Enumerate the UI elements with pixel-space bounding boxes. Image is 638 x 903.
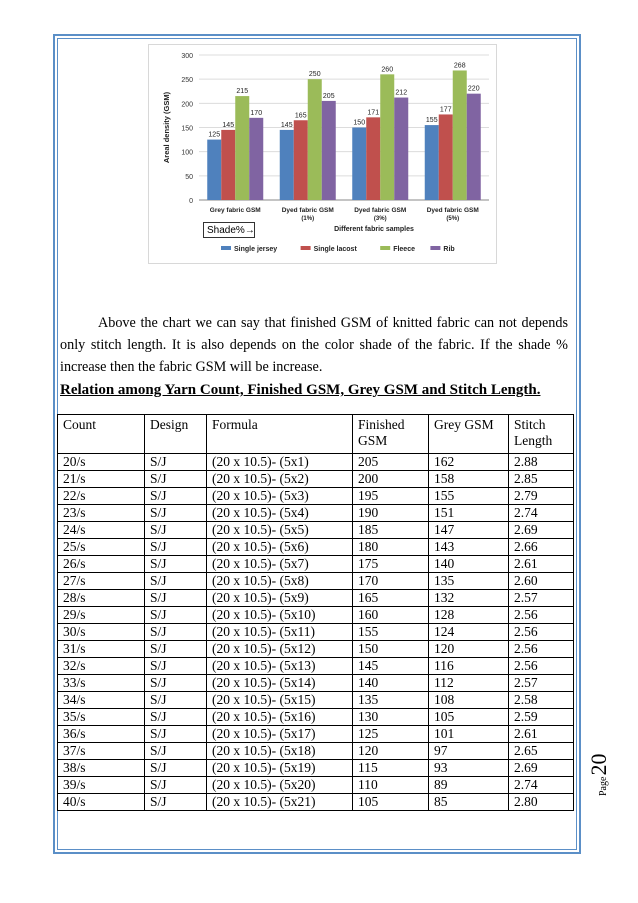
cell-formula: (20 x 10.5)- (5x18) xyxy=(207,743,353,760)
cell-formula: (20 x 10.5)- (5x11) xyxy=(207,624,353,641)
cell-stitch-length: 2.69 xyxy=(509,760,574,777)
cell-count: 40/s xyxy=(58,794,145,811)
bar-value-label: 165 xyxy=(294,112,307,120)
y-tick-label: 150 xyxy=(181,125,193,133)
table-body xyxy=(58,454,574,811)
x-tick-label: Dyed fabric GSM xyxy=(281,207,334,214)
cell-formula: (20 x 10.5)- (5x2) xyxy=(207,471,353,488)
cell-design: S/J xyxy=(145,675,207,692)
cell-design: S/J xyxy=(145,760,207,777)
bar-fleece xyxy=(380,74,394,200)
table-row xyxy=(58,743,574,760)
cell-count: 23/s xyxy=(58,505,145,522)
cell-formula: (20 x 10.5)- (5x3) xyxy=(207,488,353,505)
cell-stitch-length: 2.79 xyxy=(509,488,574,505)
cell-finished-gsm: 115 xyxy=(353,760,429,777)
cell-count: 29/s xyxy=(58,607,145,624)
col-header-grey-gsm: Grey GSM xyxy=(429,415,509,454)
table-row xyxy=(58,709,574,726)
legend-entry: Fleece xyxy=(393,246,415,253)
body-paragraph: Above the chart we can say that finished GSM of knitted fabric can not depends only stitch length. It is also depends on the color shade of the fabric. If the shade % increase then the fabric GSM will be increase. xyxy=(60,315,568,375)
bar-value-label: 145 xyxy=(222,121,235,129)
y-tick-label: 250 xyxy=(181,77,193,85)
cell-stitch-length: 2.88 xyxy=(509,454,574,471)
cell-count: 32/s xyxy=(58,658,145,675)
cell-grey-gsm: 93 xyxy=(429,760,509,777)
cell-grey-gsm: 155 xyxy=(429,488,509,505)
col-header-stitch-length: Stitch Length xyxy=(509,415,574,454)
cell-count: 27/s xyxy=(58,573,145,590)
cell-finished-gsm: 175 xyxy=(353,556,429,573)
cell-grey-gsm: 132 xyxy=(429,590,509,607)
x-tick-sublabel: (3%) xyxy=(373,216,387,222)
x-tick-label: Dyed fabric GSM xyxy=(354,207,407,214)
page-number xyxy=(586,750,612,796)
cell-stitch-length: 2.65 xyxy=(509,743,574,760)
cell-grey-gsm: 128 xyxy=(429,607,509,624)
cell-formula: (20 x 10.5)- (5x5) xyxy=(207,522,353,539)
cell-finished-gsm: 125 xyxy=(353,726,429,743)
cell-design: S/J xyxy=(145,573,207,590)
cell-stitch-length: 2.56 xyxy=(509,641,574,658)
cell-stitch-length: 2.59 xyxy=(509,709,574,726)
cell-finished-gsm: 180 xyxy=(353,539,429,556)
cell-formula: (20 x 10.5)- (5x13) xyxy=(207,658,353,675)
bar-single-lacost xyxy=(366,117,380,200)
cell-formula: (20 x 10.5)- (5x21) xyxy=(207,794,353,811)
cell-count: 20/s xyxy=(58,454,145,471)
col-header-count: Count xyxy=(58,415,145,454)
cell-count: 28/s xyxy=(58,590,145,607)
cell-design: S/J xyxy=(145,505,207,522)
bar-rib xyxy=(394,98,408,200)
table-row xyxy=(58,726,574,743)
cell-design: S/J xyxy=(145,590,207,607)
table-row xyxy=(58,658,574,675)
cell-formula: (20 x 10.5)- (5x17) xyxy=(207,726,353,743)
legend-entry: Rib xyxy=(443,246,455,253)
cell-formula: (20 x 10.5)- (5x9) xyxy=(207,590,353,607)
cell-finished-gsm: 140 xyxy=(353,675,429,692)
cell-stitch-length: 2.58 xyxy=(509,692,574,709)
cell-finished-gsm: 205 xyxy=(353,454,429,471)
legend-swatch xyxy=(221,246,231,250)
cell-finished-gsm: 110 xyxy=(353,777,429,794)
bar-value-label: 205 xyxy=(322,92,335,100)
bar-single-jersey xyxy=(207,140,221,200)
cell-count: 26/s xyxy=(58,556,145,573)
table-row xyxy=(58,539,574,556)
cell-formula: (20 x 10.5)- (5x12) xyxy=(207,641,353,658)
cell-formula: (20 x 10.5)- (5x8) xyxy=(207,573,353,590)
bar-value-label: 215 xyxy=(236,88,249,96)
cell-formula: (20 x 10.5)- (5x19) xyxy=(207,760,353,777)
table-header-row xyxy=(58,415,574,454)
cell-grey-gsm: 101 xyxy=(429,726,509,743)
cell-count: 30/s xyxy=(58,624,145,641)
cell-count: 25/s xyxy=(58,539,145,556)
cell-design: S/J xyxy=(145,471,207,488)
cell-formula: (20 x 10.5)- (5x14) xyxy=(207,675,353,692)
cell-design: S/J xyxy=(145,743,207,760)
cell-grey-gsm: 105 xyxy=(429,709,509,726)
cell-finished-gsm: 155 xyxy=(353,624,429,641)
cell-finished-gsm: 170 xyxy=(353,573,429,590)
cell-design: S/J xyxy=(145,454,207,471)
bar-rib xyxy=(467,94,481,200)
cell-count: 24/s xyxy=(58,522,145,539)
cell-formula: (20 x 10.5)- (5x7) xyxy=(207,556,353,573)
cell-finished-gsm: 120 xyxy=(353,743,429,760)
table-row xyxy=(58,573,574,590)
cell-count: 31/s xyxy=(58,641,145,658)
y-tick-label: 50 xyxy=(185,173,193,181)
page-word: Page xyxy=(598,776,609,796)
cell-finished-gsm: 185 xyxy=(353,522,429,539)
y-axis-label: Areal density (GSM) xyxy=(162,91,171,164)
bar-rib xyxy=(249,118,263,200)
cell-grey-gsm: 97 xyxy=(429,743,509,760)
cell-finished-gsm: 130 xyxy=(353,709,429,726)
table-row xyxy=(58,794,574,811)
table-row xyxy=(58,607,574,624)
cell-finished-gsm: 195 xyxy=(353,488,429,505)
cell-stitch-length: 2.66 xyxy=(509,539,574,556)
cell-count: 36/s xyxy=(58,726,145,743)
cell-formula: (20 x 10.5)- (5x20) xyxy=(207,777,353,794)
x-tick-sublabel: (1%) xyxy=(301,216,315,222)
bar-value-label: 155 xyxy=(425,117,438,125)
bar-single-jersey xyxy=(425,125,439,200)
cell-stitch-length: 2.85 xyxy=(509,471,574,488)
table-row xyxy=(58,488,574,505)
cell-grey-gsm: 143 xyxy=(429,539,509,556)
cell-count: 39/s xyxy=(58,777,145,794)
cell-finished-gsm: 150 xyxy=(353,641,429,658)
table-row xyxy=(58,675,574,692)
cell-count: 35/s xyxy=(58,709,145,726)
cell-design: S/J xyxy=(145,607,207,624)
cell-formula: (20 x 10.5)- (5x6) xyxy=(207,539,353,556)
bar-value-label: 150 xyxy=(353,119,366,127)
cell-grey-gsm: 147 xyxy=(429,522,509,539)
legend-swatch xyxy=(301,246,311,250)
bar-fleece xyxy=(453,70,467,200)
bar-value-label: 268 xyxy=(453,62,466,70)
bar-value-label: 220 xyxy=(467,85,480,93)
cell-formula: (20 x 10.5)- (5x16) xyxy=(207,709,353,726)
shade-annotation xyxy=(203,222,255,238)
cell-grey-gsm: 85 xyxy=(429,794,509,811)
data-table xyxy=(57,414,574,811)
cell-stitch-length: 2.74 xyxy=(509,505,574,522)
page-number-value: 20 xyxy=(586,753,611,776)
cell-finished-gsm: 160 xyxy=(353,607,429,624)
table-row xyxy=(58,590,574,607)
cell-finished-gsm: 145 xyxy=(353,658,429,675)
cell-design: S/J xyxy=(145,658,207,675)
cell-count: 37/s xyxy=(58,743,145,760)
cell-stitch-length: 2.56 xyxy=(509,624,574,641)
cell-design: S/J xyxy=(145,777,207,794)
cell-stitch-length: 2.69 xyxy=(509,522,574,539)
table-row xyxy=(58,454,574,471)
cell-grey-gsm: 135 xyxy=(429,573,509,590)
bar-value-label: 170 xyxy=(250,109,263,117)
x-tick-sublabel: (5%) xyxy=(446,216,460,222)
cell-grey-gsm: 140 xyxy=(429,556,509,573)
cell-grey-gsm: 124 xyxy=(429,624,509,641)
cell-finished-gsm: 190 xyxy=(353,505,429,522)
table-row xyxy=(58,505,574,522)
cell-design: S/J xyxy=(145,488,207,505)
cell-count: 21/s xyxy=(58,471,145,488)
table-row xyxy=(58,692,574,709)
cell-design: S/J xyxy=(145,641,207,658)
cell-design: S/J xyxy=(145,726,207,743)
cell-design: S/J xyxy=(145,522,207,539)
bar-value-label: 171 xyxy=(367,109,380,117)
cell-grey-gsm: 112 xyxy=(429,675,509,692)
x-axis-label: Different fabric samples xyxy=(334,226,414,233)
bar-single-lacost xyxy=(221,130,235,200)
cell-design: S/J xyxy=(145,556,207,573)
cell-count: 33/s xyxy=(58,675,145,692)
bar-fleece xyxy=(235,96,249,200)
cell-stitch-length: 2.56 xyxy=(509,607,574,624)
col-header-finished-gsm: Finished GSM xyxy=(353,415,429,454)
cell-count: 22/s xyxy=(58,488,145,505)
bar-rib xyxy=(322,101,336,200)
bar-value-label: 177 xyxy=(439,106,452,114)
table-row xyxy=(58,624,574,641)
col-header-formula: Formula xyxy=(207,415,353,454)
cell-stitch-length: 2.61 xyxy=(509,556,574,573)
cell-grey-gsm: 162 xyxy=(429,454,509,471)
table-row xyxy=(58,522,574,539)
cell-stitch-length: 2.57 xyxy=(509,675,574,692)
x-tick-label: Grey fabric GSM xyxy=(209,207,261,214)
x-tick-label: Dyed fabric GSM xyxy=(426,207,479,214)
y-tick-label: 300 xyxy=(181,53,193,60)
bar-value-label: 260 xyxy=(381,66,394,74)
cell-design: S/J xyxy=(145,709,207,726)
cell-grey-gsm: 108 xyxy=(429,692,509,709)
legend-entry: Single lacost xyxy=(313,246,357,253)
bar-single-lacost xyxy=(439,114,453,200)
section-heading: Relation among Yarn Count, Finished GSM, Grey GSM and Stitch Length. xyxy=(60,382,541,398)
cell-formula: (20 x 10.5)- (5x15) xyxy=(207,692,353,709)
bar-chart xyxy=(148,44,497,264)
cell-stitch-length: 2.57 xyxy=(509,590,574,607)
col-header-design: Design xyxy=(145,415,207,454)
cell-finished-gsm: 200 xyxy=(353,471,429,488)
legend-entry: Single jersey xyxy=(234,246,278,253)
cell-design: S/J xyxy=(145,692,207,709)
cell-finished-gsm: 165 xyxy=(353,590,429,607)
cell-finished-gsm: 105 xyxy=(353,794,429,811)
y-tick-label: 0 xyxy=(189,198,193,205)
cell-count: 34/s xyxy=(58,692,145,709)
legend-swatch xyxy=(380,246,390,250)
cell-finished-gsm: 135 xyxy=(353,692,429,709)
cell-grey-gsm: 89 xyxy=(429,777,509,794)
table-row xyxy=(58,641,574,658)
cell-formula: (20 x 10.5)- (5x4) xyxy=(207,505,353,522)
chart-svg xyxy=(149,45,496,263)
cell-design: S/J xyxy=(145,794,207,811)
bar-single-jersey xyxy=(352,128,366,201)
cell-stitch-length: 2.74 xyxy=(509,777,574,794)
arrow-right-icon: → xyxy=(244,225,255,236)
bar-fleece xyxy=(308,79,322,200)
cell-formula: (20 x 10.5)- (5x10) xyxy=(207,607,353,624)
bar-value-label: 212 xyxy=(395,89,408,97)
y-tick-label: 100 xyxy=(181,149,193,157)
shade-annotation-label: Shade% xyxy=(207,225,245,236)
cell-grey-gsm: 120 xyxy=(429,641,509,658)
cell-stitch-length: 2.60 xyxy=(509,573,574,590)
legend-swatch xyxy=(430,246,440,250)
bar-value-label: 145 xyxy=(280,121,293,129)
bar-value-label: 125 xyxy=(208,131,221,139)
cell-design: S/J xyxy=(145,539,207,556)
bar-single-jersey xyxy=(280,130,294,200)
cell-count: 38/s xyxy=(58,760,145,777)
cell-design: S/J xyxy=(145,624,207,641)
table-row xyxy=(58,760,574,777)
y-tick-label: 200 xyxy=(181,101,193,109)
cell-formula: (20 x 10.5)- (5x1) xyxy=(207,454,353,471)
cell-stitch-length: 2.56 xyxy=(509,658,574,675)
table-row xyxy=(58,777,574,794)
table-row xyxy=(58,556,574,573)
bar-single-lacost xyxy=(294,120,308,200)
cell-stitch-length: 2.80 xyxy=(509,794,574,811)
bar-value-label: 250 xyxy=(308,71,321,79)
table-row xyxy=(58,471,574,488)
cell-grey-gsm: 151 xyxy=(429,505,509,522)
cell-grey-gsm: 158 xyxy=(429,471,509,488)
cell-stitch-length: 2.61 xyxy=(509,726,574,743)
cell-grey-gsm: 116 xyxy=(429,658,509,675)
